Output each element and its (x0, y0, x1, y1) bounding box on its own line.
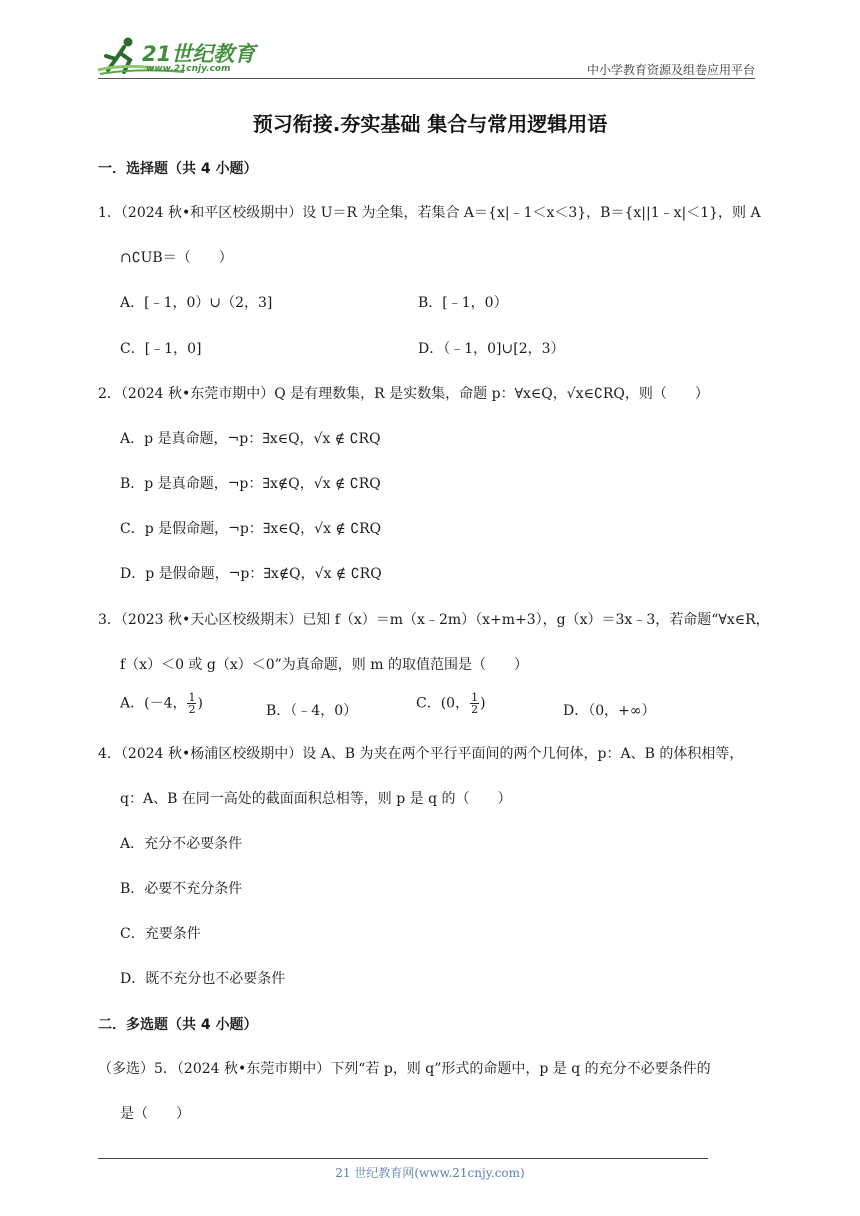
fraction-numerator: 1 (188, 691, 196, 704)
section-heading-choice: 一．选择题（共 4 小题） (98, 161, 258, 177)
question-3-option-b[interactable]: B．（﹣4，0） (266, 703, 358, 719)
page-title: 预习衔接.夯实基础 集合与常用逻辑用语 (252, 112, 608, 136)
question-2-option-b[interactable]: B．p 是真命题，¬p：∃x∉Q，√x ∉ ∁RQ (120, 476, 381, 492)
fraction-denominator: 2 (188, 703, 196, 716)
question-3-option-a[interactable] (120, 692, 203, 715)
question-3-option-d[interactable]: D．（0，+∞） (563, 703, 656, 719)
question-1-stem: 1．（2024 秋•和平区校级期中）设 U＝R 为全集，若集合 A＝{x|﹣1＜x＜3}，B＝{x||1﹣x|＜1}，则 A (98, 205, 761, 221)
fraction-denominator: 2 (471, 703, 479, 716)
fraction-half (470, 692, 479, 715)
fraction-half (187, 692, 196, 715)
footer-link[interactable]: 21 世纪教育网(www.21cnjy.com) (335, 1166, 525, 1180)
question-4-option-c[interactable]: C．充要条件 (120, 926, 201, 942)
question-3-option-c[interactable] (416, 692, 486, 715)
question-2-option-c[interactable]: C．p 是假命题，¬p：∃x∈Q，√x ∉ ∁RQ (120, 521, 382, 537)
question-1-option-a[interactable]: A．[﹣1，0）∪（2，3] (120, 295, 273, 311)
question-3-stem: 3．（2023 秋•天心区校级期末）已知 f（x）＝m（x﹣2m）（x+m+3），g（x）＝3x﹣3，若命题“∀x∈R， (98, 612, 770, 628)
question-4-stem: 4．（2024 秋•杨浦区校级期中）设 A、B 为夹在两个平行平面间的两个几何体，p：A、B 的体积相等， (98, 746, 744, 762)
question-1-option-c[interactable]: C．[﹣1，0] (120, 341, 202, 357)
logo-text: 21世纪教育 (142, 42, 256, 66)
question-4-option-d[interactable]: D．既不充分也不必要条件 (120, 971, 286, 987)
logo-url: www.21cnjy.com (146, 64, 231, 74)
section-heading-multi: 二．多选题（共 4 小题） (98, 1017, 258, 1033)
question-4-stem-cont: q：A、B 在同一高处的截面面积总相等，则 p 是 q 的（ ） (120, 791, 512, 807)
header-platform-text: 中小学教育资源及组卷应用平台 (586, 63, 755, 77)
question-5-stem: （多选）5．（2024 秋•东莞市期中）下列“若 p，则 q”形式的命题中，p 是 q 的充分不必要条件的 (98, 1061, 711, 1077)
question-4-option-b[interactable]: B．必要不充分条件 (120, 881, 243, 897)
option-c-suffix: ) (480, 695, 486, 712)
option-c-prefix: C．(0， (416, 695, 470, 712)
question-5-stem-cont: 是（ ） (120, 1106, 190, 1122)
question-4-option-a[interactable]: A．充分不必要条件 (120, 836, 243, 852)
question-1-option-d[interactable]: D．（﹣1，0]∪[2，3） (418, 341, 565, 357)
option-a-suffix: ) (197, 695, 203, 712)
question-1-stem-cont: ∩∁UB＝（ ） (120, 250, 233, 266)
question-1-option-b[interactable]: B．[﹣1，0） (418, 295, 508, 311)
fraction-numerator: 1 (471, 691, 479, 704)
header-divider (98, 78, 755, 79)
option-a-prefix: A．(－4， (120, 695, 187, 712)
question-2-option-a[interactable]: A．p 是真命题，¬p：∃x∈Q，√x ∉ ∁RQ (120, 431, 381, 447)
footer-divider (98, 1158, 708, 1159)
question-2-option-d[interactable]: D．p 是假命题，¬p：∃x∉Q，√x ∉ ∁RQ (120, 566, 382, 582)
question-2-stem: 2．（2024 秋•东莞市期中）Q 是有理数集，R 是实数集，命题 p：∀x∈Q，√x∈∁RQ，则（ ） (98, 386, 709, 402)
question-3-stem-cont: f（x）＜0 或 g（x）＜0”为真命题，则 m 的取值范围是（ ） (120, 657, 528, 673)
